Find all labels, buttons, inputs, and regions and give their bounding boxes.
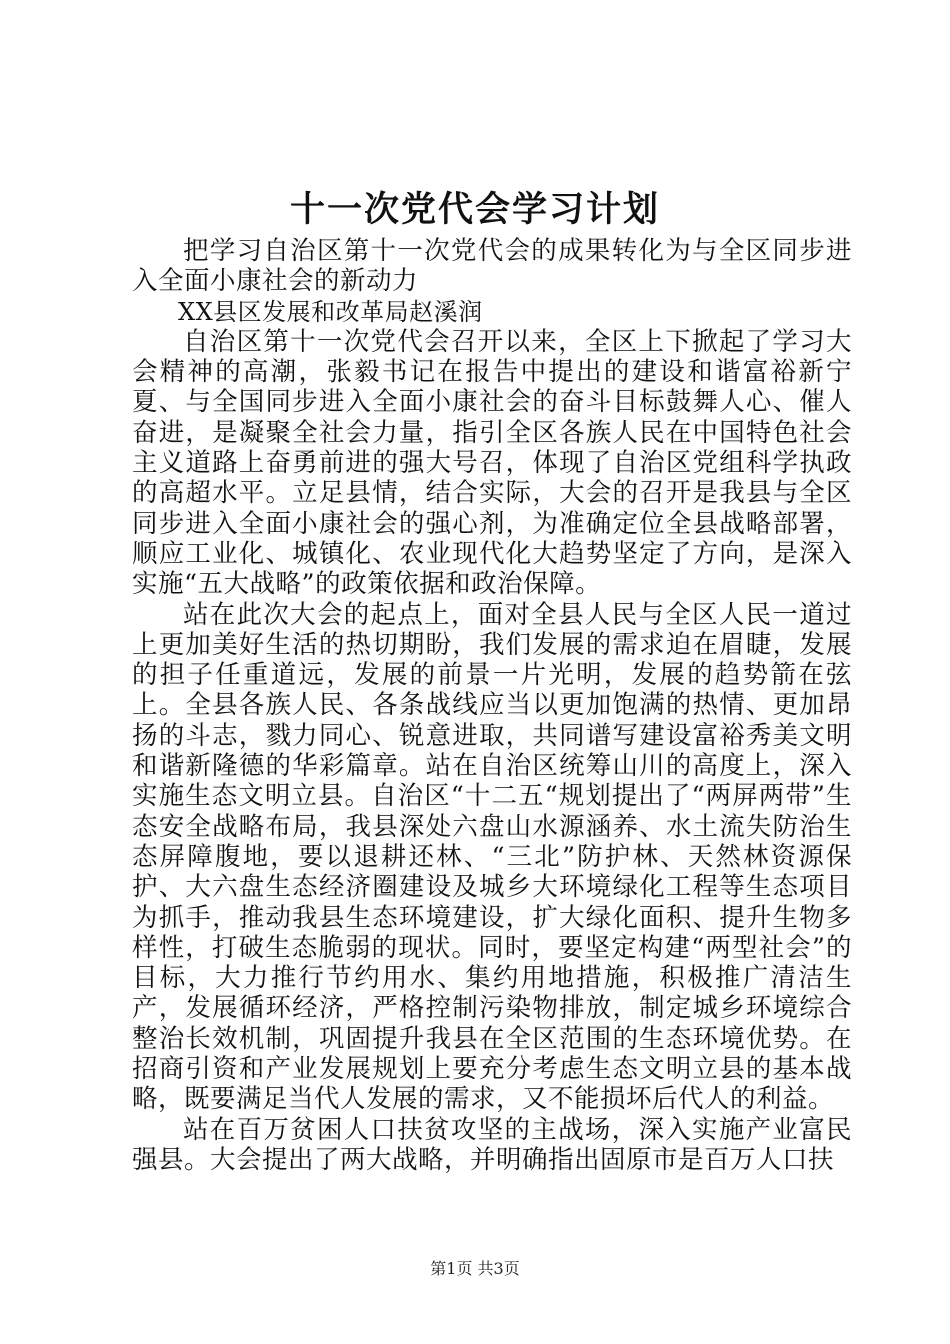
- body-paragraph-2: 站在此次大会的起点上，面对全县人民与全区人民一道过上更加美好生活的热切期盼，我们发展的需求迫在眉睫，发展的担子任重道远，发展的前景一片光明，发展的趋势箭在弦上。全县各族人民、各条战线应当以更加饱满的热情、更加昂扬的斗志，戮力同心、锐意进取，共同谱写建设富裕秀美文明和谐新隆德的华彩篇章。站在自治区统筹山川的高度上，深入实施生态文明立县。自治区“十二五“规划提出了“两屏两带”生态安全战略布局，我县深处六盘山水源涵养、水土流失防治生态屏障腹地，要以退耕还林、“三北”防护林、天然林资源保护、大六盘生态经济圈建设及城乡大环境绿化工程等生态项目为抓手，推动我县生态环境建设，扩大绿化面积、提升生物多样性，打破生态脆弱的现状。同时，要坚定构建“两型社会”的目标，大力推行节约用水、集约用地措施，积极推广清洁生产，发展循环经济，严格控制污染物排放，制定城乡环境综合整治长效机制，巩固提升我县在全区范围的生态环境优势。在招商引资和产业发展规划上要充分考虑生态文明立县的基本战略，既要满足当代人发展的需求，又不能损坏后代人的利益。: [132, 599, 852, 1115]
- document-title: 十一次党代会学习计划: [289, 189, 660, 230]
- document-body: [132, 236, 852, 1175]
- body-paragraph-1: 自治区第十一次党代会召开以来，全区上下掀起了学习大会精神的高潮，张毅书记在报告中提出的建设和谐富裕新宁夏、与全国同步进入全面小康社会的奋斗目标鼓舞人心、催人奋进，是凝聚全社会力量，指引全区各族人民在中国特色社会主义道路上奋勇前进的强大号召，体现了自治区党组科学执政的高超水平。立足县情，结合实际，大会的召开是我县与全区同步进入全面小康社会的强心剂，为准确定位全县战略部署，顺应工业化、城镇化、农业现代化大趋势坚定了方向，是深入实施“五大战略”的政策依据和政治保障。: [132, 326, 852, 600]
- subtitle-paragraph: 把学习自治区第十一次党代会的成果转化为与全区同步进入全面小康社会的新动力: [132, 236, 852, 297]
- page-number-footer: 第1页 共3页: [430, 1259, 520, 1278]
- body-paragraph-3: 站在百万贫困人口扶贫攻坚的主战场，深入实施产业富民强县。大会提出了两大战略，并明确指出固原市是百万人口扶: [132, 1114, 852, 1175]
- author-byline: XX县区发展和改革局赵溪润: [178, 297, 483, 326]
